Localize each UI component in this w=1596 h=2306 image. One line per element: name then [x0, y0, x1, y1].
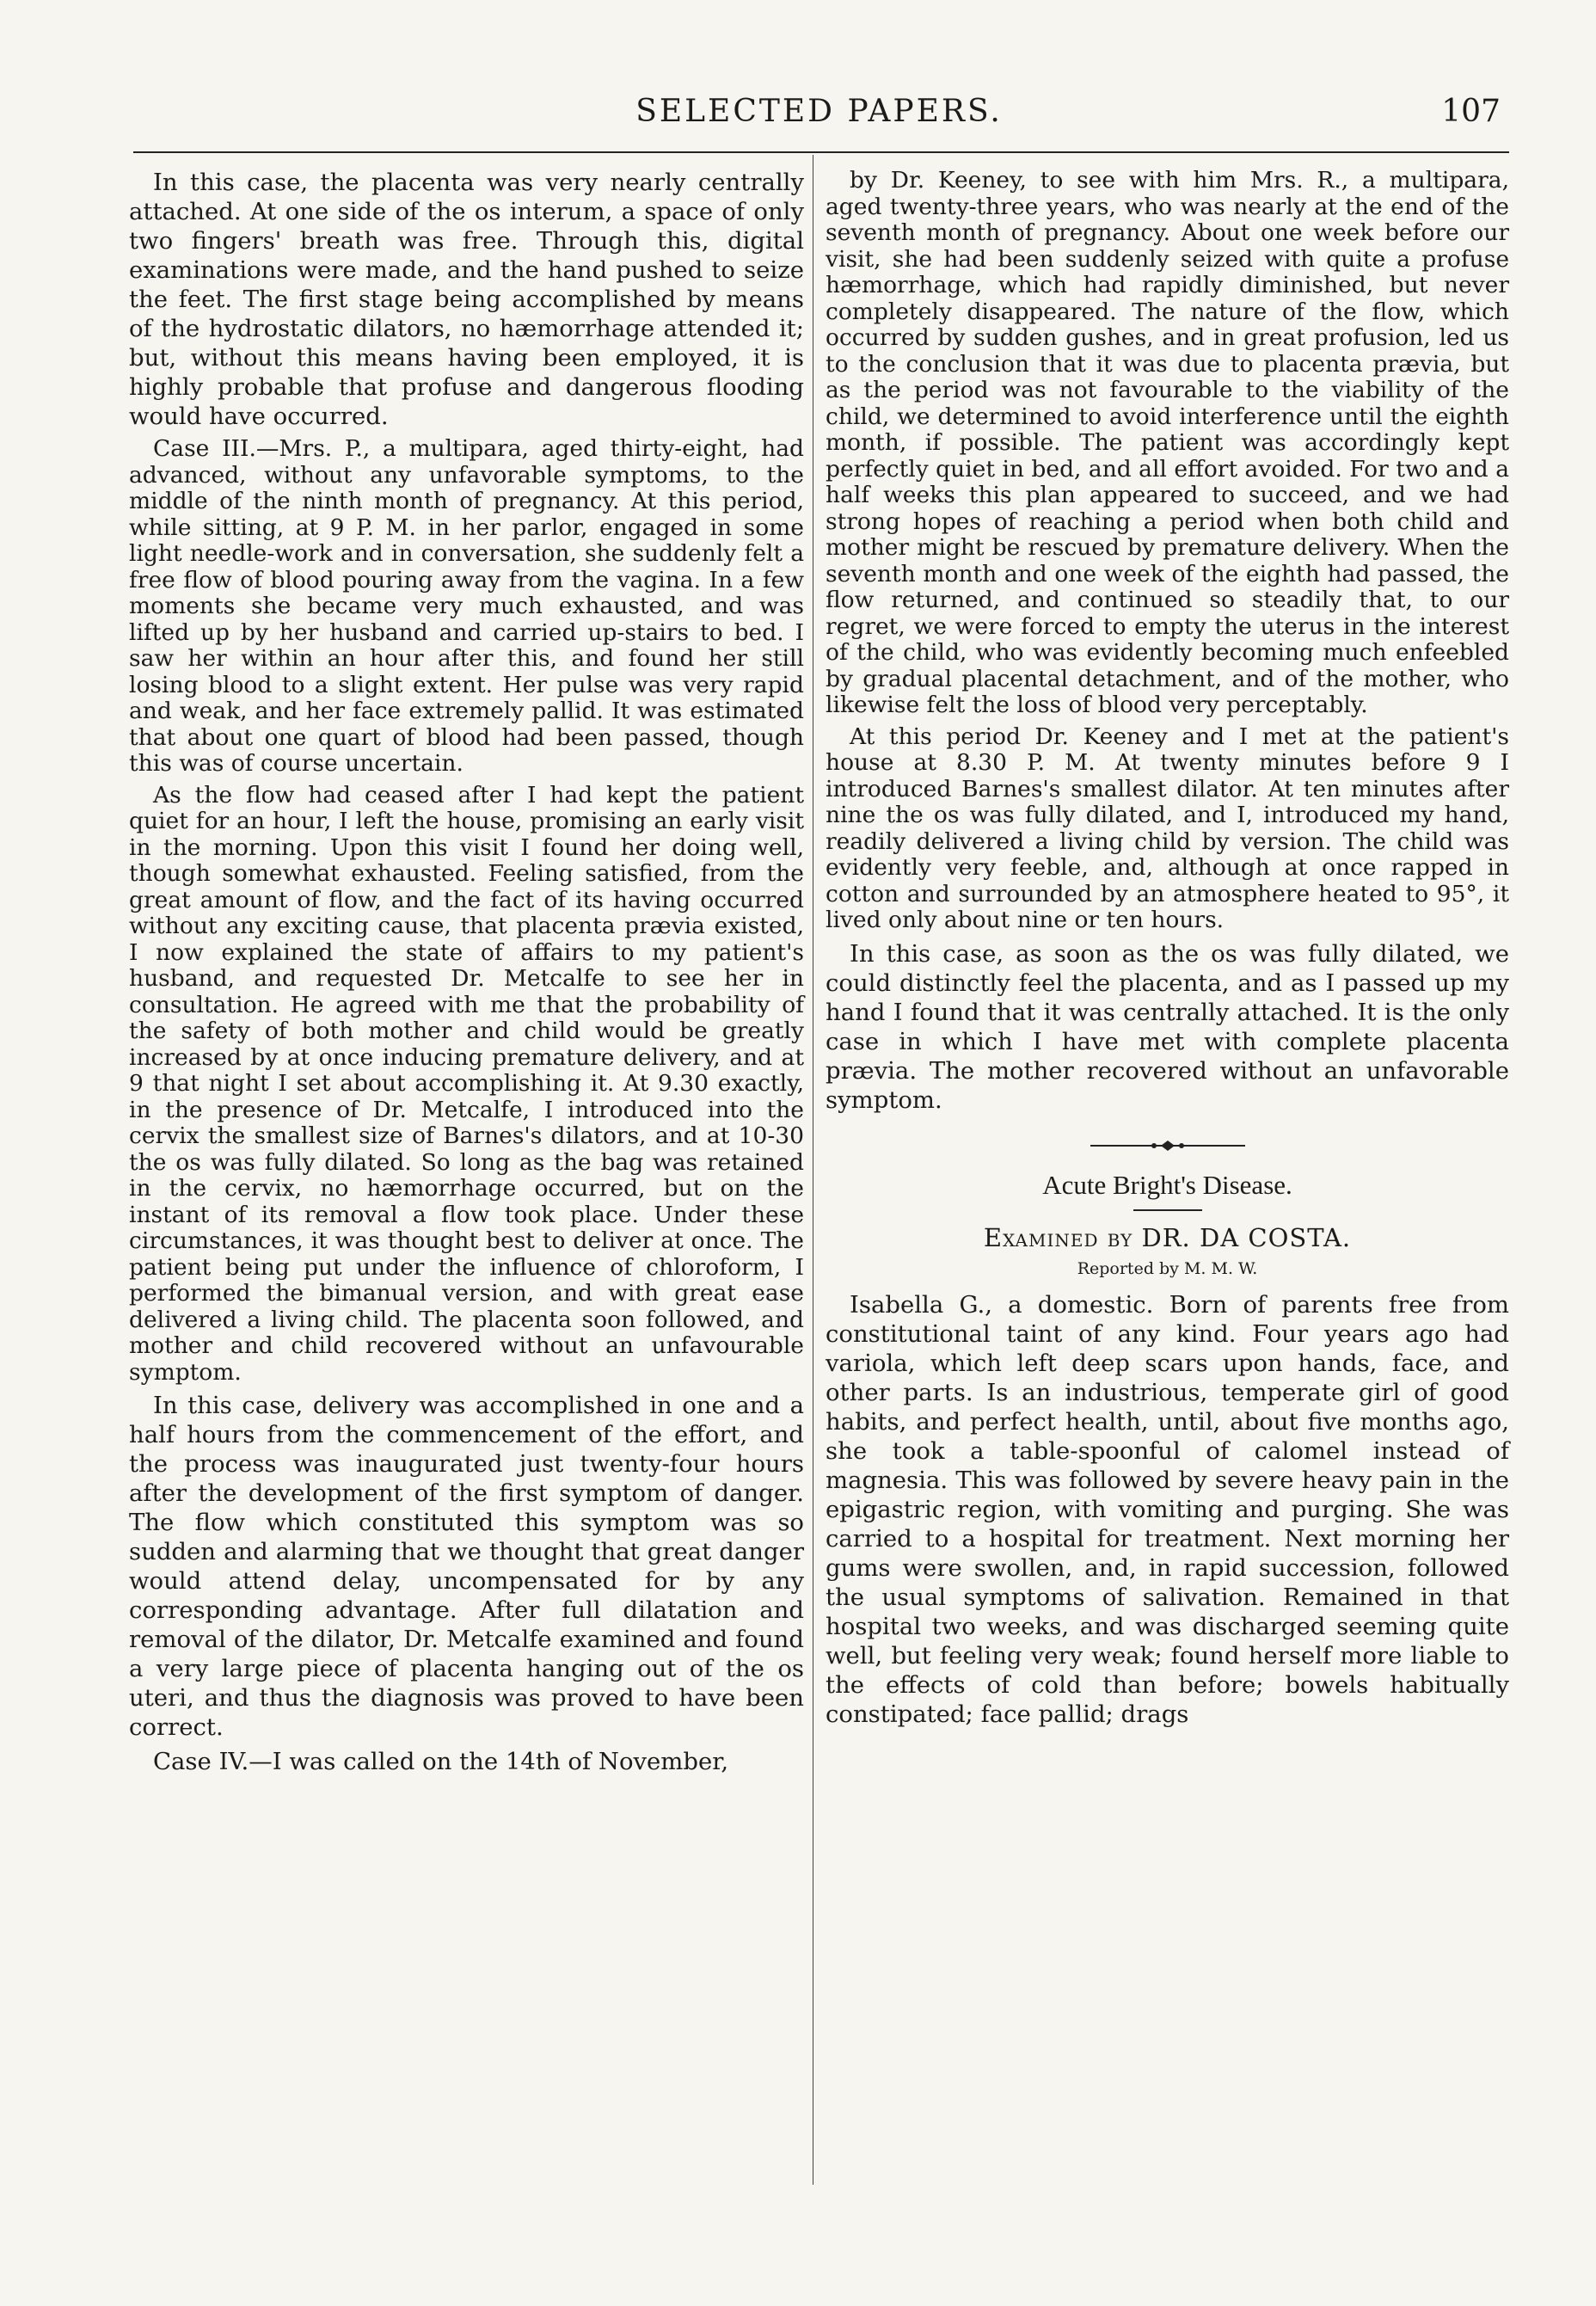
left-column: [129, 168, 804, 1781]
section-ornament: [1082, 1137, 1254, 1154]
paragraph: As the flow had ceased after I had kept the patient quiet for an hour, I left the house, promising an early visit in the morning. Upon this visit I found her doing well, though somewhat exhausted. Feeling satisfied, from the great amount of flow, and the fact of its having occurred without any exciting cause, that placenta prævia existed, I now explained the state of affairs to my patient's husband, and requested Dr. Metcalfe to see her in consultation. He agreed with me that the probability of the safety of both mother and child would be greatly increased by at once inducing premature delivery, and at 9 that night I set about accomplishing it. At 9.30 exactly, in the presence of Dr. Metcalfe, I introduced into the cervix the smallest size of Barnes's dilators, and at 10-30 the os was fully dilated. So long as the bag was retained in the cervix, no hæmorrhage occurred, but on the instant of its removal a flow took place. Under these circumstances, it was thought best to deliver at once. The patient being put under the influence of chloroform, I performed the bimanual version, and with great ease delivered a living child. The placenta soon followed, and mother and child recovered without an unfavourable symptom.: [129, 781, 804, 1386]
article-title: Acute Bright's Disease.: [1042, 1169, 1292, 1200]
paragraph: by Dr. Keeney, to see with him Mrs. R., a multipara, aged twenty-three years, who was nearly at the end of the seventh month of pregnancy. About one week before our visit, she had been suddenly seized with quite a profuse hæmorrhage, which had rapidly diminished, but never completely disappeared. The nature of the flow, which occurred by sudden gushes, and in great profusion, led us to the conclusion that it was due to placenta prævia, but as the period was not favourable to the viability of the child, we determined to avoid interference until the eighth month, if possible. The patient was accordingly kept perfectly quiet in bed, and all effort avoided. For two and a half weeks this plan appeared to succeed, and we had strong hopes of reaching a period when both child and mother might be rescued by premature delivery. When the seventh month and one week of the eighth had passed, the flow returned, and continued so steadily that, to our regret, we were forced to empty the uterus in the interest of the child, who was evidently becoming much enfeebled by gradual placental detachment, and of the mother, who likewise felt the loss of blood very perceptably.: [826, 167, 1509, 718]
running-header: [129, 90, 1509, 142]
title-rule: [1133, 1209, 1202, 1211]
examined-by: Examined by DR. DA COSTA.: [983, 1222, 1352, 1252]
running-title: SELECTED PAPERS.: [635, 94, 1003, 129]
paragraph: At this period Dr. Keeney and I met at the patient's house at 8.30 P. M. At twenty minutes before 9 I introduced Barnes's smallest dilator. At ten minutes after nine the os was fully dilated, and I, introduced my hand, readily delivered a living child by version. The child was evidently very feeble, and, although at once rapped in cotton and surrounded by an atmosphere heated to 95°, it lived only about nine or ten hours.: [826, 723, 1509, 933]
paragraph: In this case, the placenta was very nearly centrally attached. At one side of the os interum, a space of only two fingers' breath was free. Through this, digital examinations were made, and the hand pushed to seize the feet. The first stage being accomplished by means of the hydrostatic dilators, no hæmorrhage attended it; but, without this means having been employed, it is highly probable that profuse and dangerous flooding would have occurred.: [129, 169, 804, 430]
paragraph: In this case, as soon as the os was fully dilated, we could distinctly feel the placenta, and as I passed up my hand I found that it was centrally attached. It is the only case in which I have met with complete placenta prævia. The mother recovered without an unfavorable symptom.: [826, 939, 1509, 1114]
page-number: 107: [1441, 94, 1501, 129]
paragraph: Case IV.—I was called on the 14th of November,: [153, 1748, 729, 1775]
header-rule: [133, 151, 1509, 153]
paragraph: Case III.—Mrs. P., a multipara, aged thirty-eight, had advanced, without any unfavorable symptoms, to the middle of the ninth month of pregnancy. At this period, while sitting, at 9 P. M. in her parlor, engaged in some light needle-work and in conversation, she suddenly felt a free flow of blood pouring away from the vagina. In a few moments she became very much exhausted, and was lifted up by her husband and carried up-stairs to bed. I saw her within an hour after this, and found her still losing blood to a slight extent. Her pulse was very rapid and weak, and her face extremely pallid. It was estimated that about one quart of blood had been passed, though this was of course uncertain.: [129, 435, 804, 777]
paragraph: In this case, delivery was accomplished in one and a half hours from the commencement of the effort, and the process was inaugurated just twenty-four hours after the development of the first symptom of danger. The flow which constituted this symptom was so sudden and alarming that we thought that great danger would attend delay, uncompensated for by any corresponding advantage. After full dilatation and removal of the dilator, Dr. Metcalfe examined and found a very large piece of placenta hanging out of the os uteri, and thus the diagnosis was proved to have been correct.: [129, 1392, 804, 1741]
article-body: Isabella G., a domestic. Born of parents free from constitutional taint of any kind. Four years ago had variola, which left deep scars upon hands, face, and other parts. Is an industrious, temperate girl of good habits, and perfect health, until, about five months ago, she took a table-spoonful of calomel instead of magnesia. This was followed by severe heavy pain in the epigastric region, with vomiting and purging. She was carried to a hospital for treatment. Next morning her gums were swollen, and, in rapid succession, followed the usual symptoms of salivation. Remained in that hospital two weeks, and was discharged seeming quite well, but feeling very weak; found herself more liable to the effects of cold than before; bowels habitually constipated; face pallid; drags: [826, 1290, 1509, 1728]
right-column: [826, 168, 1509, 1734]
reported-by: Reported by M. M. W.: [1077, 1258, 1258, 1278]
